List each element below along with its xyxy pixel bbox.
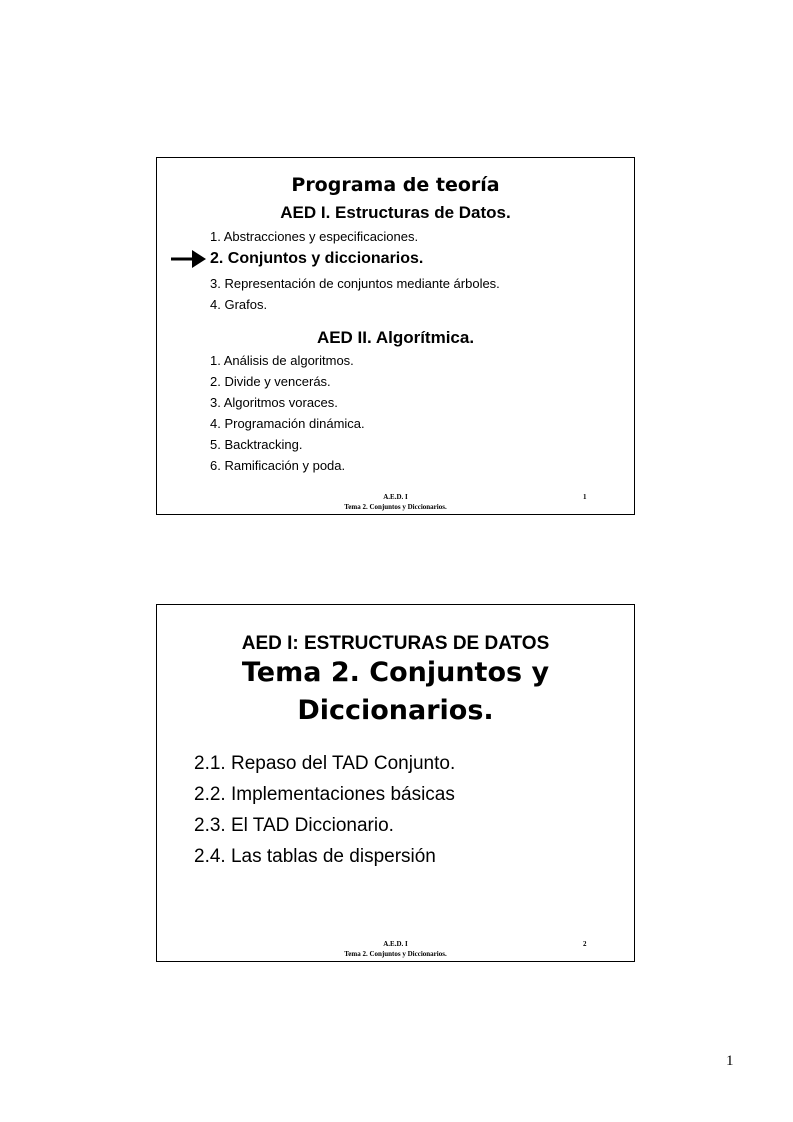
list-item: 3. Representación de conjuntos mediante árboles. <box>210 276 500 291</box>
slide-title-line-1: Tema 2. Conjuntos y <box>241 657 550 688</box>
list-item: 5. Backtracking. <box>210 437 303 452</box>
section-title-aed1: AED I. Estructuras de Datos. <box>280 203 511 222</box>
footer-topic: Tema 2. Conjuntos y Diccionarios. <box>344 950 447 958</box>
page-number: 1 <box>726 1053 734 1069</box>
list-item: 2. Divide y vencerás. <box>210 374 331 389</box>
slide-title-line-2: Diccionarios. <box>297 695 494 726</box>
slide-2 <box>156 604 635 962</box>
list-item: 2.1. Repaso del TAD Conjunto. <box>194 753 456 774</box>
footer-topic: Tema 2. Conjuntos y Diccionarios. <box>344 503 447 511</box>
list-item: 3. Algoritmos voraces. <box>210 395 338 410</box>
list-item-current: 2. Conjuntos y diccionarios. <box>210 250 424 267</box>
list-item: 2.4. Las tablas de dispersión <box>194 846 436 867</box>
footer-course: A.E.D. I <box>383 493 408 501</box>
list-item: 1. Abstracciones y especificaciones. <box>210 229 419 244</box>
slide-heading: AED I: ESTRUCTURAS DE DATOS <box>241 633 550 654</box>
slide-number: 1 <box>583 493 587 501</box>
list-item: 6. Ramificación y poda. <box>210 458 346 473</box>
slide-1 <box>156 157 635 515</box>
list-item: 2.3. El TAD Diccionario. <box>194 815 394 836</box>
footer-course: A.E.D. I <box>383 940 408 948</box>
list-item: 4. Programación dinámica. <box>210 416 365 431</box>
list-item: 2.2. Implementaciones básicas <box>194 784 455 805</box>
list-item: 1. Análisis de algoritmos. <box>210 353 354 368</box>
list-item: 4. Grafos. <box>210 297 268 312</box>
slide-number: 2 <box>583 940 587 948</box>
arrow-right-icon <box>170 247 206 271</box>
section-title-aed2: AED II. Algorítmica. <box>316 328 475 347</box>
slide-title: Programa de teoría <box>291 174 500 196</box>
